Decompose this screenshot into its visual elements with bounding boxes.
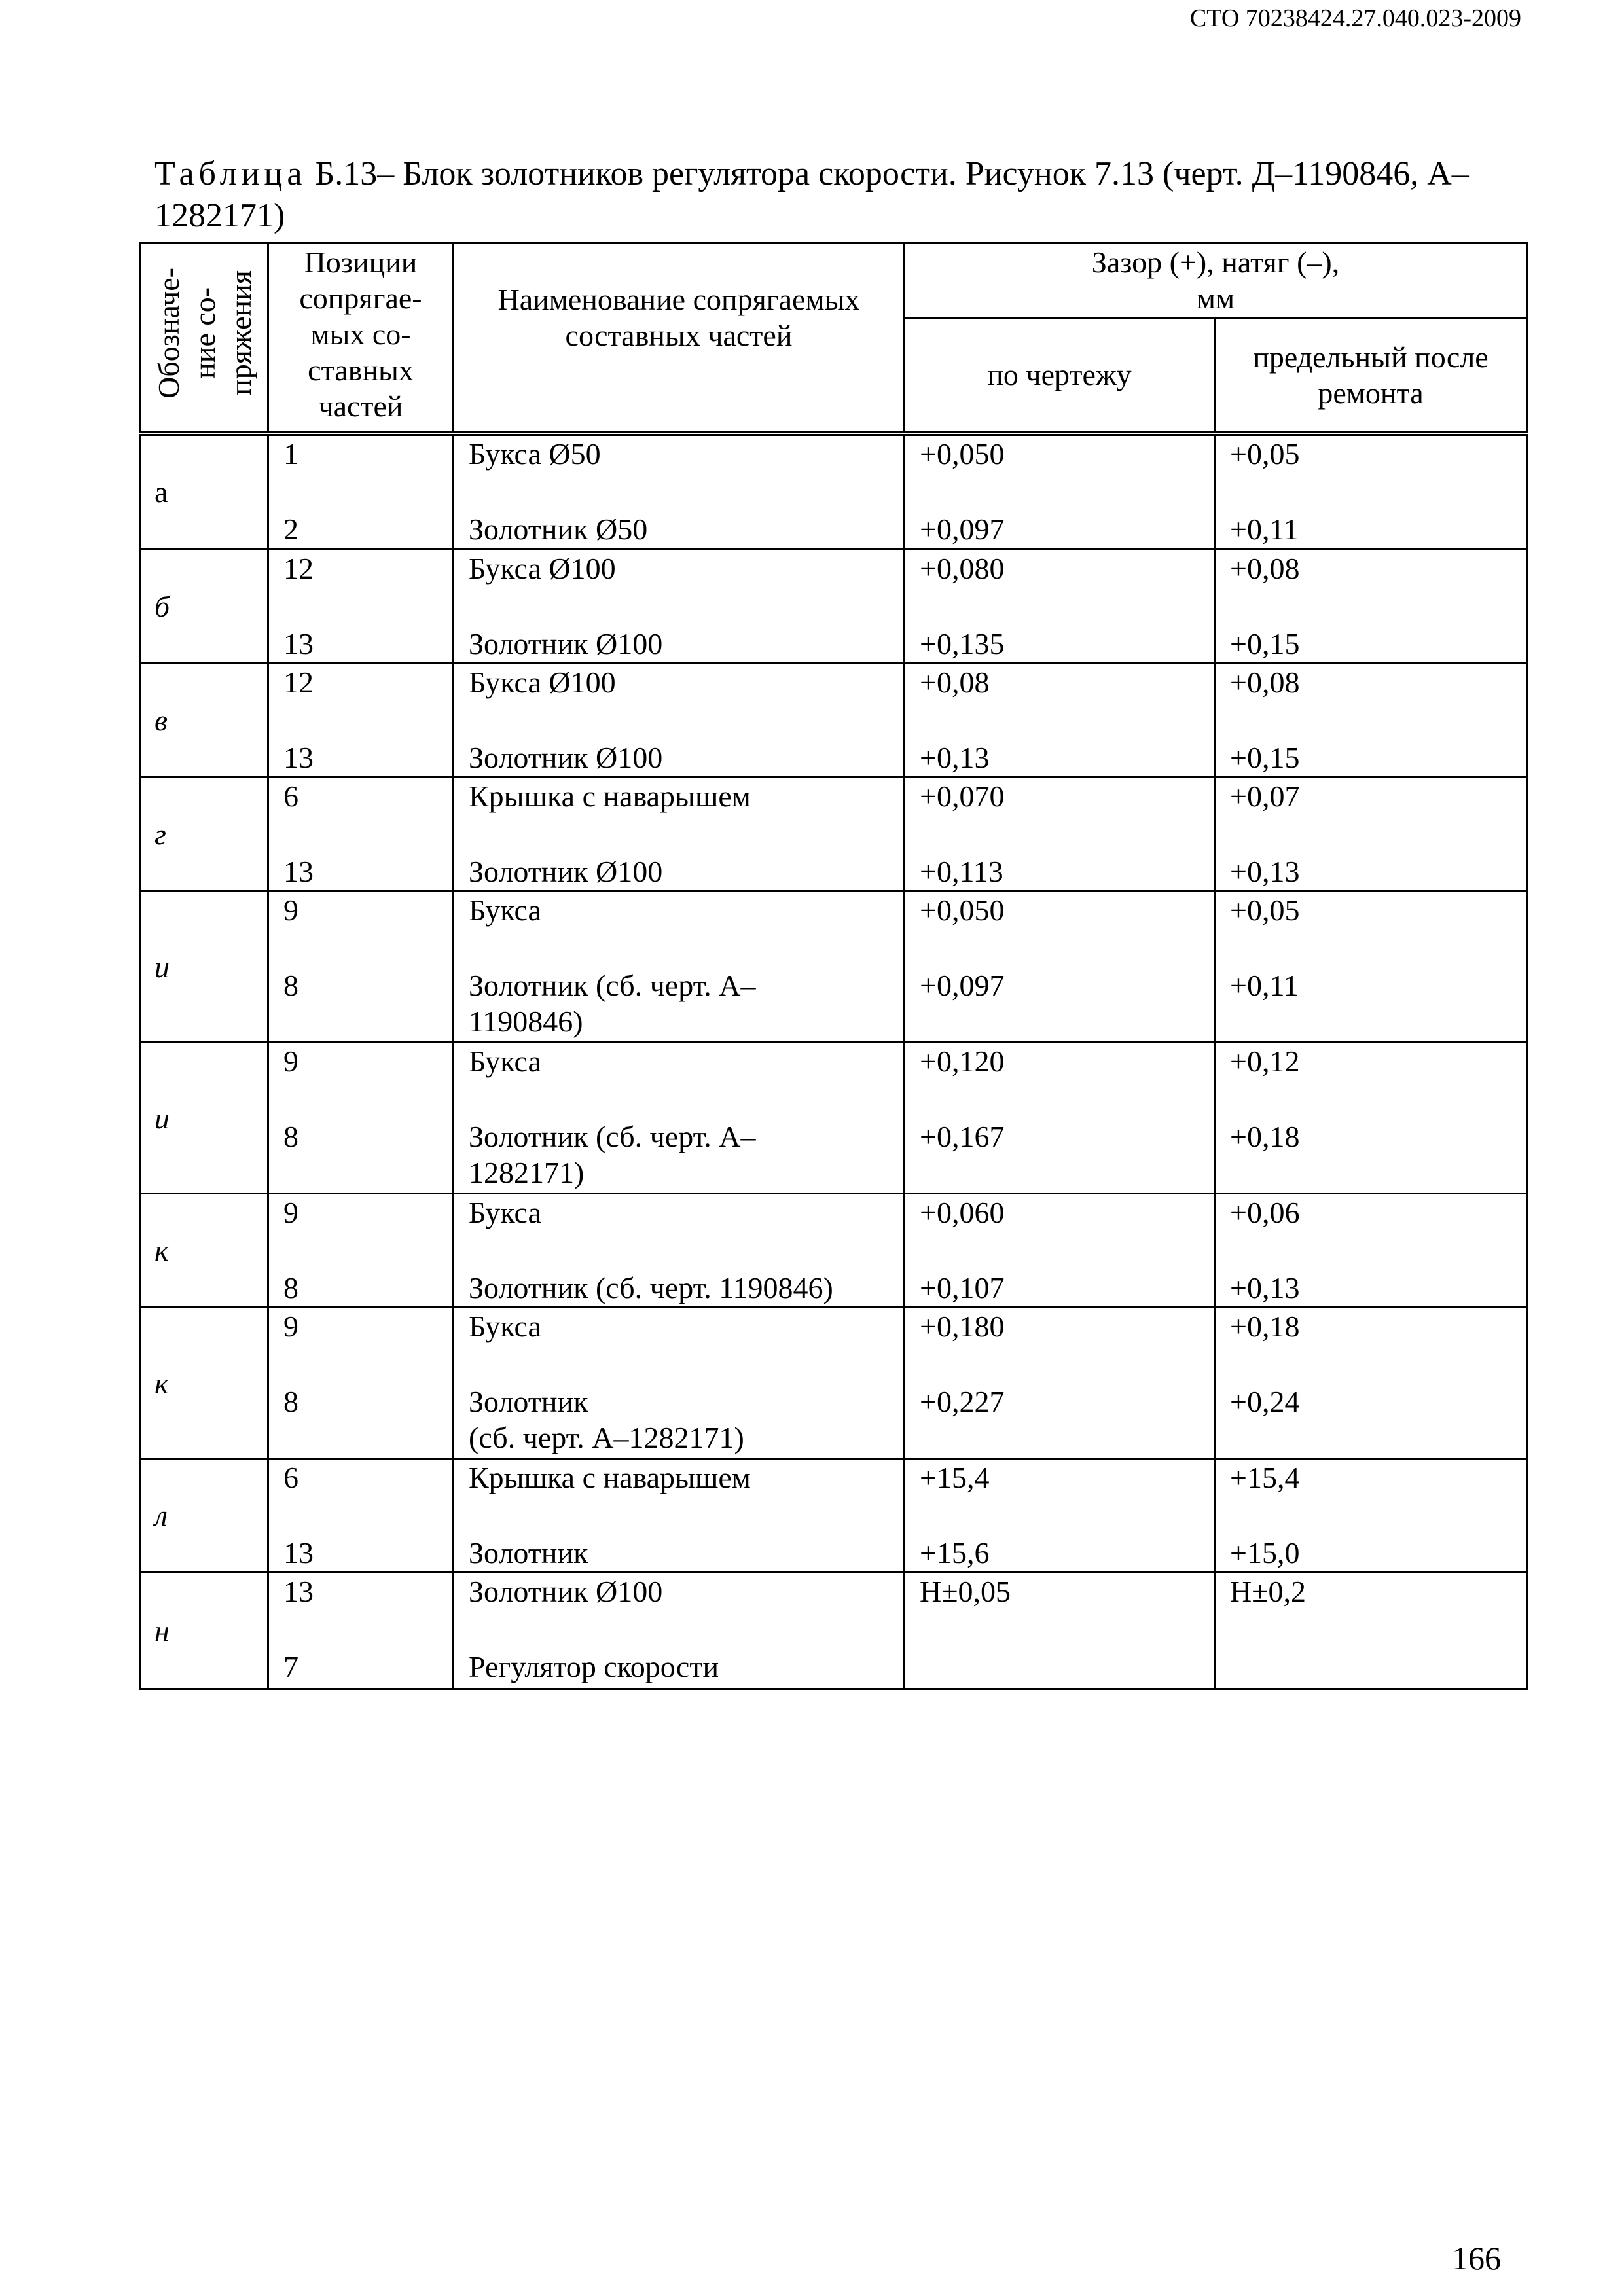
cell-designation: л bbox=[141, 1459, 268, 1573]
table-row bbox=[141, 1308, 1527, 1459]
cell-drawing-second: +0,227 bbox=[920, 1385, 1005, 1418]
cell-name bbox=[454, 1459, 905, 1573]
cell-drawing-second: +0,113 bbox=[920, 855, 1003, 888]
header-name: Наименование сопрягаемых составных частей bbox=[454, 243, 905, 433]
table-row bbox=[141, 1573, 1527, 1689]
cell-name-second: Золотник Ø100 bbox=[469, 741, 663, 774]
cell-limit bbox=[1215, 433, 1527, 550]
cell-name-second: Золотник (сб. черт. 1190846) bbox=[469, 1271, 833, 1304]
cell-pos-first: 6 bbox=[283, 1461, 298, 1494]
cell-pos bbox=[268, 1308, 454, 1459]
cell-name-second: Золотник Ø100 bbox=[469, 627, 663, 660]
header-designation-text: Обозначе- ние со- пряжения bbox=[151, 268, 257, 399]
cell-limit-second: +0,13 bbox=[1230, 855, 1300, 888]
cell-limit-first: +0,05 bbox=[1230, 437, 1300, 471]
cell-drawing-first: +0,08 bbox=[920, 666, 990, 699]
cell-pos-second: 13 bbox=[283, 627, 314, 660]
cell-name bbox=[454, 550, 905, 664]
cell-drawing-second: +15,6 bbox=[920, 1536, 990, 1570]
cell-limit-first: +0,18 bbox=[1230, 1310, 1300, 1343]
cell-name-second: Золотник Ø100 bbox=[469, 855, 663, 888]
cell-drawing-first: +0,050 bbox=[920, 893, 1005, 927]
cell-name bbox=[454, 664, 905, 778]
cell-name-first: Букса bbox=[469, 1196, 541, 1229]
cell-drawing bbox=[905, 1308, 1215, 1459]
cell-name bbox=[454, 1194, 905, 1308]
cell-pos bbox=[268, 1573, 454, 1689]
cell-limit-second: +0,18 bbox=[1230, 1120, 1300, 1153]
cell-pos bbox=[268, 1043, 454, 1194]
cell-pos-second: 13 bbox=[283, 741, 314, 774]
cell-drawing-first: +15,4 bbox=[920, 1461, 990, 1494]
cell-limit bbox=[1215, 891, 1527, 1043]
cell-name-second: Золотник (сб. черт. А–1282171) bbox=[469, 1385, 744, 1454]
cell-limit-second: +0,11 bbox=[1230, 969, 1299, 1002]
cell-drawing bbox=[905, 664, 1215, 778]
cell-drawing-second: +0,097 bbox=[920, 512, 1005, 546]
cell-limit-first: +0,08 bbox=[1230, 666, 1300, 699]
cell-pos bbox=[268, 1459, 454, 1573]
cell-pos bbox=[268, 778, 454, 891]
caption-prefix: Таблица bbox=[154, 155, 307, 192]
table-row bbox=[141, 1043, 1527, 1194]
table-row bbox=[141, 778, 1527, 891]
cell-pos bbox=[268, 550, 454, 664]
cell-designation: и bbox=[141, 891, 268, 1043]
cell-limit-first: +0,05 bbox=[1230, 893, 1300, 927]
cell-limit-second: +15,0 bbox=[1230, 1536, 1300, 1570]
cell-designation: б bbox=[141, 550, 268, 664]
cell-name bbox=[454, 1573, 905, 1689]
caption-text: Б.13– Блок золотников регулятора скорости. Рисунок 7.13 (черт. Д–1190846, А–1282171) bbox=[154, 155, 1469, 234]
cell-pos-second: 2 bbox=[283, 512, 298, 546]
cell-limit-second: +0,13 bbox=[1230, 1271, 1300, 1304]
header-positions: Позиции сопрягае- мых со- ставных частей bbox=[268, 243, 454, 433]
cell-pos bbox=[268, 664, 454, 778]
cell-limit-first: Н±0,2 bbox=[1230, 1575, 1306, 1608]
cell-name-second: Золотник bbox=[469, 1536, 588, 1570]
cell-pos-first: 9 bbox=[283, 1310, 298, 1343]
cell-drawing-first: +0,070 bbox=[920, 780, 1005, 813]
cell-drawing bbox=[905, 778, 1215, 891]
cell-name bbox=[454, 1308, 905, 1459]
cell-pos-first: 1 bbox=[283, 437, 298, 471]
cell-limit-second: +0,15 bbox=[1230, 627, 1300, 660]
cell-name-first: Букса Ø50 bbox=[469, 437, 601, 471]
cell-drawing bbox=[905, 1573, 1215, 1689]
cell-name bbox=[454, 1043, 905, 1194]
table-body bbox=[141, 433, 1527, 1689]
cell-limit-second: +0,24 bbox=[1230, 1385, 1300, 1418]
cell-pos-first: 12 bbox=[283, 552, 314, 585]
table-row bbox=[141, 1459, 1527, 1573]
cell-name bbox=[454, 433, 905, 550]
cell-limit bbox=[1215, 1043, 1527, 1194]
cell-drawing bbox=[905, 1043, 1215, 1194]
cell-limit bbox=[1215, 778, 1527, 891]
cell-drawing bbox=[905, 433, 1215, 550]
table-header bbox=[141, 243, 1527, 433]
cell-designation: к bbox=[141, 1308, 268, 1459]
cell-pos-second: 8 bbox=[283, 1120, 298, 1153]
cell-name-first: Букса bbox=[469, 1045, 541, 1078]
cell-limit-second: +0,11 bbox=[1230, 512, 1299, 546]
cell-drawing-second: +0,135 bbox=[920, 627, 1005, 660]
cell-limit-first: +15,4 bbox=[1230, 1461, 1300, 1494]
cell-limit-first: +0,08 bbox=[1230, 552, 1300, 585]
cell-pos-second: 8 bbox=[283, 969, 298, 1002]
cell-name-first: Букса Ø100 bbox=[469, 666, 616, 699]
cell-name bbox=[454, 778, 905, 891]
cell-pos-first: 13 bbox=[283, 1575, 314, 1608]
cell-name-first: Букса bbox=[469, 893, 541, 927]
cell-designation: в bbox=[141, 664, 268, 778]
cell-designation: г bbox=[141, 778, 268, 891]
cell-limit bbox=[1215, 664, 1527, 778]
cell-drawing-second: +0,097 bbox=[920, 969, 1005, 1002]
cell-pos-first: 9 bbox=[283, 1196, 298, 1229]
cell-drawing-first: +0,060 bbox=[920, 1196, 1005, 1229]
cell-pos-second: 7 bbox=[283, 1650, 298, 1683]
cell-drawing-first: +0,080 bbox=[920, 552, 1005, 585]
cell-drawing bbox=[905, 1459, 1215, 1573]
cell-drawing-second: +0,13 bbox=[920, 741, 990, 774]
header-per-drawing: по чертежу bbox=[905, 319, 1215, 433]
cell-name bbox=[454, 891, 905, 1043]
cell-drawing-first: +0,180 bbox=[920, 1310, 1005, 1343]
cell-name-first: Крышка с наварышем bbox=[469, 1461, 751, 1494]
header-designation bbox=[141, 243, 268, 433]
cell-limit bbox=[1215, 1308, 1527, 1459]
cell-limit bbox=[1215, 1194, 1527, 1308]
cell-drawing-first: +0,050 bbox=[920, 437, 1005, 471]
cell-pos-first: 6 bbox=[283, 780, 298, 813]
cell-designation: и bbox=[141, 1043, 268, 1194]
cell-pos-second: 13 bbox=[283, 1536, 314, 1570]
cell-name-first: Золотник Ø100 bbox=[469, 1575, 663, 1608]
table-row bbox=[141, 550, 1527, 664]
cell-limit-second: +0,15 bbox=[1230, 741, 1300, 774]
cell-drawing bbox=[905, 891, 1215, 1043]
cell-drawing-first: Н±0,05 bbox=[920, 1575, 1011, 1608]
table-row bbox=[141, 891, 1527, 1043]
cell-pos-second: 13 bbox=[283, 855, 314, 888]
cell-drawing-second: +0,107 bbox=[920, 1271, 1005, 1304]
cell-designation: н bbox=[141, 1573, 268, 1689]
cell-pos bbox=[268, 891, 454, 1043]
page-number: 166 bbox=[1452, 2240, 1501, 2276]
cell-pos-first: 9 bbox=[283, 893, 298, 927]
cell-drawing-first: +0,120 bbox=[920, 1045, 1005, 1078]
cell-pos-second: 8 bbox=[283, 1385, 298, 1418]
cell-designation: а bbox=[141, 433, 268, 550]
cell-limit bbox=[1215, 1459, 1527, 1573]
table-caption bbox=[154, 153, 1496, 237]
cell-name-first: Букса Ø100 bbox=[469, 552, 616, 585]
cell-pos-first: 9 bbox=[283, 1045, 298, 1078]
document-code: СТО 70238424.27.040.023-2009 bbox=[1189, 5, 1521, 32]
cell-pos-second: 8 bbox=[283, 1271, 298, 1304]
cell-name-second: Золотник (сб. черт. А– 1190846) bbox=[469, 969, 756, 1038]
cell-name-first: Крышка с наварышем bbox=[469, 780, 751, 813]
header-limit-after-repair: предельный после ремонта bbox=[1215, 319, 1527, 433]
cell-pos bbox=[268, 1194, 454, 1308]
table-row bbox=[141, 664, 1527, 778]
table-row bbox=[141, 433, 1527, 550]
cell-name-first: Букса bbox=[469, 1310, 541, 1343]
cell-pos bbox=[268, 433, 454, 550]
cell-drawing bbox=[905, 550, 1215, 664]
cell-designation: к bbox=[141, 1194, 268, 1308]
cell-name-second: Золотник Ø50 bbox=[469, 512, 648, 546]
cell-limit bbox=[1215, 550, 1527, 664]
spec-table bbox=[139, 242, 1528, 1690]
cell-drawing-second: +0,167 bbox=[920, 1120, 1005, 1153]
cell-limit-first: +0,12 bbox=[1230, 1045, 1300, 1078]
table-row bbox=[141, 1194, 1527, 1308]
cell-pos-first: 12 bbox=[283, 666, 314, 699]
cell-limit-first: +0,07 bbox=[1230, 780, 1300, 813]
cell-limit-first: +0,06 bbox=[1230, 1196, 1300, 1229]
cell-drawing bbox=[905, 1194, 1215, 1308]
cell-name-second: Регулятор скорости bbox=[469, 1650, 719, 1683]
header-gap-group: Зазор (+), натяг (–), мм bbox=[905, 243, 1527, 319]
cell-limit bbox=[1215, 1573, 1527, 1689]
cell-name-second: Золотник (сб. черт. А– 1282171) bbox=[469, 1120, 756, 1189]
